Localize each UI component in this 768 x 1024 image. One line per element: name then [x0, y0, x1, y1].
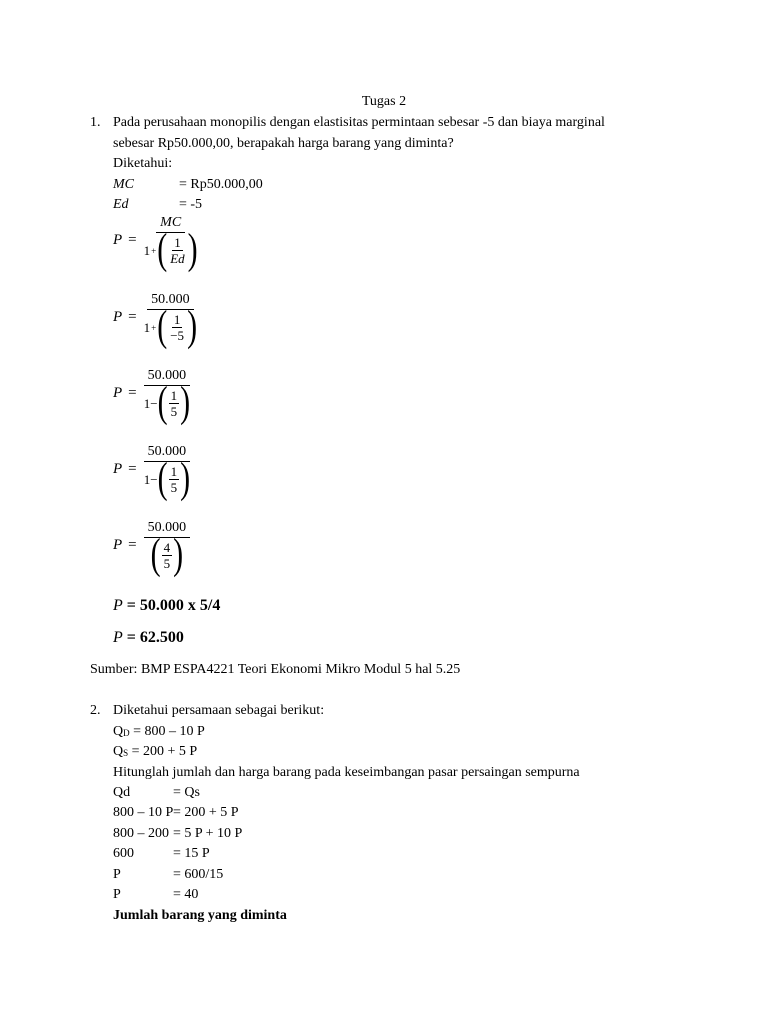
p-variable: P [113, 231, 123, 248]
fraction [144, 519, 191, 578]
one: 1 [143, 242, 151, 258]
parenthesized-fraction: ( $\frac{4}{5}$ ) [150, 529, 184, 578]
plus-sign: + [151, 322, 157, 333]
fraction-numerator: MC [156, 214, 185, 233]
solution-lhs: 800 – 200 [113, 826, 169, 841]
result-line-1 [113, 596, 220, 616]
p-variable: P [113, 629, 123, 646]
p-variable: P [113, 597, 123, 614]
question-2-intro: Diketahui persamaan sebagai berikut: [113, 703, 325, 718]
q-symbol: Q [113, 744, 124, 759]
plus-sign: + [151, 245, 157, 256]
fraction-denominator [143, 224, 198, 273]
parenthesized-fraction: ( $\frac{1}{5}$ ) [157, 377, 191, 426]
p-variable: P [113, 308, 123, 325]
ed-value: = -5 [179, 197, 203, 212]
inner-numerator: 1 [170, 388, 178, 403]
inner-numerator: 1 [174, 235, 181, 250]
inner-numerator: 4 [163, 540, 171, 555]
inner-denominator: −5 [170, 328, 185, 343]
mc-definition [113, 176, 263, 194]
mc-value: = Rp50.000,00 [179, 177, 263, 192]
minus-sign: − [150, 471, 158, 487]
document-title: Tugas 2 [361, 94, 407, 109]
ed-definition [113, 196, 202, 214]
equals-sign: = [128, 308, 137, 325]
inner-denominator: 5 [163, 556, 171, 571]
solution-row [113, 845, 210, 863]
one: 1 [143, 471, 151, 487]
demand-equation [113, 723, 205, 741]
fraction-numerator: 50.000 [147, 291, 194, 310]
question-1-text-line-2: sebesar Rp50.000,00, berapakah harga barang yang diminta? [113, 136, 454, 151]
fraction-numerator: 50.000 [144, 443, 191, 462]
equation-4 [113, 443, 191, 502]
supply-equation [113, 743, 197, 761]
inner-denominator: Ed [170, 251, 185, 266]
equals-sign: = [128, 536, 137, 553]
p-variable: P [113, 460, 123, 477]
solution-lhs: P [113, 867, 121, 882]
solution-rhs: = 40 [173, 887, 199, 902]
equals-sign: = [128, 231, 137, 248]
fraction [143, 291, 198, 350]
demand-expression: = 800 – 10 P [129, 724, 205, 739]
one: 1 [143, 319, 151, 335]
solution-row [113, 804, 239, 822]
parenthesized-fraction: ( $\frac{1}{Ed}$ ) [157, 224, 198, 273]
mc-label: MC [113, 177, 134, 192]
ed-label: Ed [113, 197, 129, 212]
solution-row [113, 825, 242, 843]
equation-3 [113, 367, 191, 426]
fraction [143, 367, 191, 426]
parenthesized-fraction: ( $\frac{1}{5}$ ) [157, 453, 191, 502]
minus-sign: − [150, 395, 158, 411]
solution-lhs: P [113, 887, 121, 902]
demand-subscript: D [123, 728, 130, 738]
solution-lhs: 800 – 10 P [113, 805, 174, 820]
solution-lhs: Qd [113, 785, 131, 800]
solution-rhs: = 200 + 5 P [173, 805, 239, 820]
solution-row [113, 886, 198, 904]
section-heading: Jumlah barang yang diminta [113, 908, 287, 923]
result-expression: = 50.000 x 5/4 [126, 597, 221, 614]
fraction [143, 214, 198, 273]
fraction-numerator: 50.000 [144, 519, 191, 538]
fraction-denominator [143, 453, 191, 502]
result-value: = 62.500 [126, 629, 184, 646]
equals-sign: = [128, 384, 137, 401]
equation-2 [113, 291, 198, 350]
result-line-2 [113, 628, 184, 648]
equation-5 [113, 519, 190, 578]
equals-sign: = [128, 460, 137, 477]
inner-denominator: 5 [170, 480, 178, 495]
question-2-instruction: Hitunglah jumlah dan harga barang pada keseimbangan pasar persaingan sempurna [113, 765, 580, 780]
question-2-number: 2. [90, 703, 101, 718]
given-label: Diketahui: [113, 156, 173, 171]
p-variable: P [113, 536, 123, 553]
question-1-text-line-1: Pada perusahaan monopilis dengan elastisitas permintaan sebesar -5 dan biaya marginal [113, 115, 605, 130]
fraction-denominator [143, 301, 198, 350]
fraction [143, 443, 191, 502]
inner-numerator: 1 [170, 464, 178, 479]
fraction-denominator [150, 529, 184, 578]
solution-lhs: 600 [113, 846, 134, 861]
fraction-denominator [143, 377, 191, 426]
equation-1 [113, 214, 198, 273]
one: 1 [143, 395, 151, 411]
solution-rhs: = Qs [173, 785, 200, 800]
solution-rhs: = 600/15 [173, 867, 224, 882]
question-1-number: 1. [90, 115, 101, 130]
solution-rhs: = 15 P [173, 846, 210, 861]
solution-row [113, 784, 200, 802]
inner-denominator: 5 [170, 404, 178, 419]
parenthesized-fraction: ( $\frac{1}{-5}$ ) [157, 301, 198, 350]
supply-subscript: S [123, 748, 129, 758]
fraction-numerator: 50.000 [144, 367, 191, 386]
p-variable: P [113, 384, 123, 401]
supply-expression: = 200 + 5 P [128, 744, 198, 759]
inner-numerator: 1 [173, 312, 181, 327]
solution-row [113, 866, 223, 884]
solution-rhs: = 5 P + 10 P [173, 826, 243, 841]
q-symbol: Q [113, 724, 124, 739]
source-citation: Sumber: BMP ESPA4221 Teori Ekonomi Mikro Modul 5 hal 5.25 [90, 662, 461, 677]
